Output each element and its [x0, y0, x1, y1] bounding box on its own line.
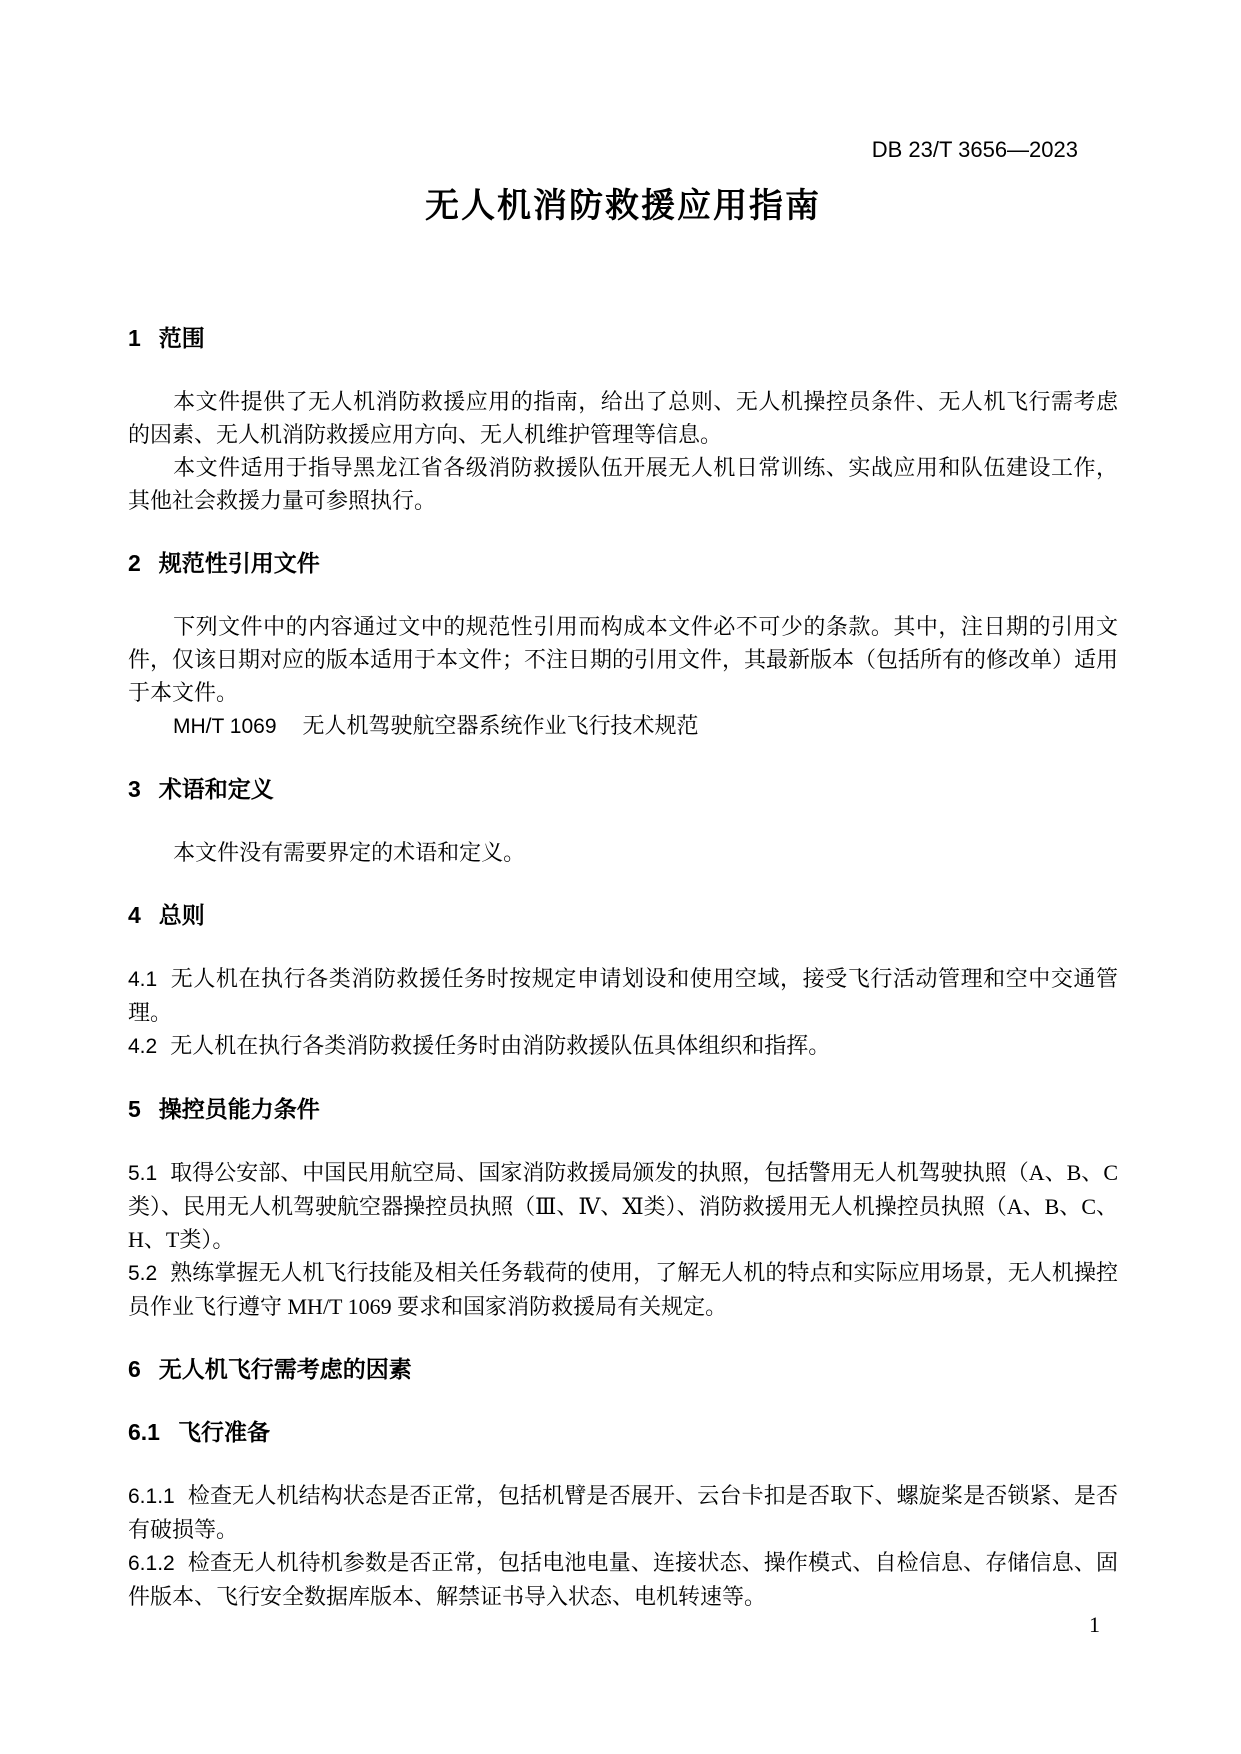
section-2-heading: [128, 547, 1118, 580]
section-number: 6: [128, 1356, 141, 1382]
section-title: 无人机飞行需考虑的因素: [158, 1356, 412, 1382]
section-4-heading: [128, 899, 1118, 932]
section-title: 总则: [158, 902, 205, 928]
reference-title: 无人机驾驶航空器系统作业飞行技术规范: [302, 713, 699, 738]
section-number: 4: [128, 902, 141, 928]
standard-code: DB 23/T 3656—2023: [871, 137, 1078, 162]
section-number: 3: [128, 776, 141, 802]
clause-text: 检查无人机结构状态是否正常，包括机臂是否展开、云台卡扣是否取下、螺旋桨是否锁紧、是否有破损等。: [128, 1483, 1118, 1542]
document-title: 无人机消防救援应用指南: [425, 187, 821, 225]
clause-6-1-1: [128, 1479, 1118, 1546]
clause-number: 5.2: [128, 1262, 158, 1285]
paragraph: 本文件没有需要界定的术语和定义。: [173, 840, 526, 865]
clause-6-1-2: [128, 1546, 1118, 1613]
clause-text: 检查无人机待机参数是否正常，包括电池电量、连接状态、操作模式、自检信息、存储信息、固件版本、飞行安全数据库版本、解禁证书导入状态、电机转速等。: [128, 1550, 1118, 1609]
clause-4-1: [128, 962, 1118, 1029]
clause-text: 无人机在执行各类消防救援任务时由消防救援队伍具体组织和指挥。: [170, 1033, 831, 1058]
clause-number: 4.2: [128, 1035, 158, 1058]
paragraph: 下列文件中的内容通过文中的规范性引用而构成本文件必不可少的条款。其中，注日期的引用文件，仅该日期对应的版本适用于本文件；不注日期的引用文件，其最新版本（包括所有的修改单）适用于本文件。: [128, 614, 1119, 705]
section-title: 术语和定义: [158, 776, 274, 802]
section-5-heading: [128, 1093, 1118, 1126]
clause-5-1: [128, 1156, 1118, 1256]
clause-text: 无人机在执行各类消防救援任务时按规定申请划设和使用空域，接受飞行活动管理和空中交通管理。: [128, 966, 1118, 1025]
subsection-title: 飞行准备: [177, 1419, 270, 1445]
reference-code: MH/T 1069: [173, 715, 277, 738]
page-content: [128, 0, 1118, 1613]
section-6-heading: [128, 1353, 1118, 1386]
clause-5-2: [128, 1256, 1118, 1323]
clause-text: 取得公安部、中国民用航空局、国家消防救援局颁发的执照，包括警用无人机驾驶执照（A、B、C类）、民用无人机驾驶航空器操控员执照（Ⅲ、Ⅳ、Ⅺ类）、消防救援用无人机操控员执照（A、B、C、H、T类）。: [128, 1160, 1118, 1252]
section-title: 操控员能力条件: [158, 1096, 320, 1122]
section-3-heading: [128, 773, 1118, 806]
paragraph: 本文件提供了无人机消防救援应用的指南，给出了总则、无人机操控员条件、无人机飞行需考虑的因素、无人机消防救援应用方向、无人机维护管理等信息。: [128, 389, 1118, 447]
section-number: 5: [128, 1096, 141, 1122]
normative-reference: [128, 709, 1118, 743]
page-number: 1: [1089, 1612, 1100, 1637]
section-number: 1: [128, 325, 141, 351]
clause-number: 6.1.2: [128, 1552, 175, 1575]
subsection-6-1-heading: [128, 1416, 1118, 1449]
section-title: 规范性引用文件: [158, 550, 320, 576]
clause-number: 5.1: [128, 1162, 158, 1185]
section-1-heading: [128, 322, 1118, 355]
section-title: 范围: [158, 325, 205, 351]
subsection-number: 6.1: [128, 1419, 160, 1445]
clause-number: 6.1.1: [128, 1485, 175, 1508]
clause-text: 熟练掌握无人机飞行技能及相关任务载荷的使用，了解无人机的特点和实际应用场景，无人机操控员作业飞行遵守 MH/T 1069 要求和国家消防救援局有关规定。: [128, 1260, 1118, 1319]
section-number: 2: [128, 550, 141, 576]
clause-4-2: [128, 1029, 1118, 1063]
paragraph: 本文件适用于指导黑龙江省各级消防救援队伍开展无人机日常训练、实战应用和队伍建设工作，其他社会救援力量可参照执行。: [128, 455, 1118, 513]
clause-number: 4.1: [128, 968, 158, 991]
